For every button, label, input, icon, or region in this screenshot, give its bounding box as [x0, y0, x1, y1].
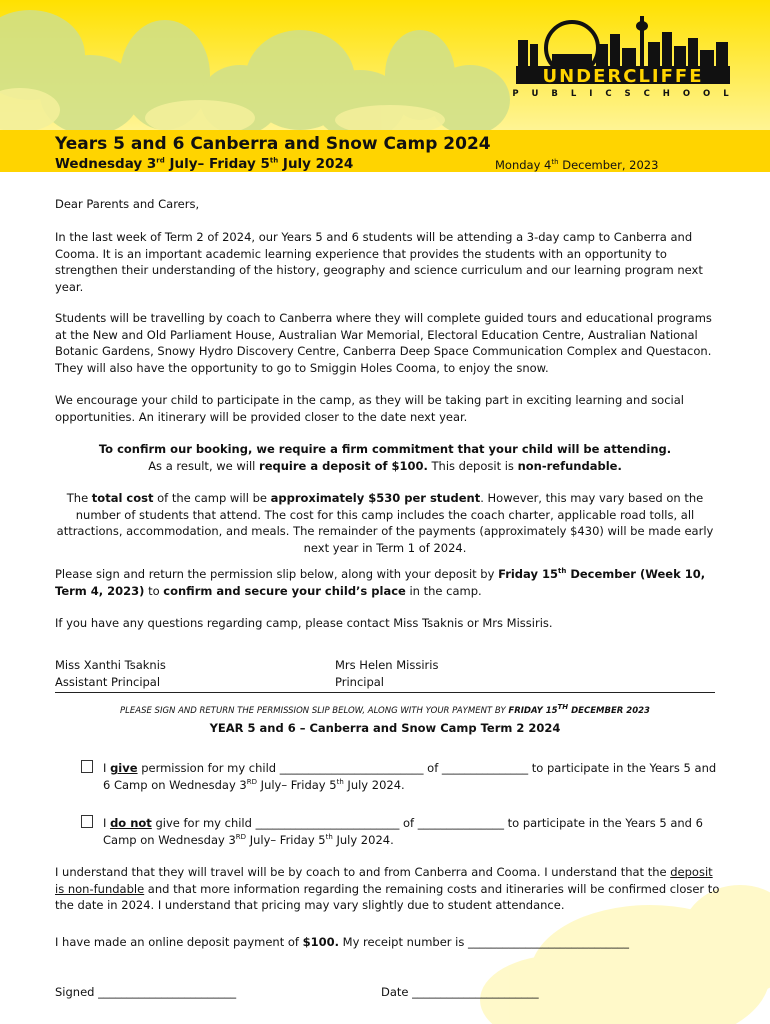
signatory-2 — [335, 657, 438, 690]
camp-dates: Wednesday 3rd July– Friday 5th July 2024 — [55, 156, 354, 172]
give-permission-checkbox[interactable] — [81, 760, 93, 773]
signed-field[interactable]: Signed ________________________ — [55, 985, 237, 999]
paragraph-intro: In the last week of Term 2 of 2024, our Years 5 and 6 students will be attending a 3-day camp to Canberra and Cooma. It is an important academic learning experience that provides the students with an opportunity to strengthen their understanding of the history, geography and science curriculum and our learning program next year. — [55, 230, 703, 294]
paragraph-return: Please sign and return the permission slip below, along with your deposit by Friday 15th December (Week 10, Term 4, 2023) to confirm and secure your child’s place in the camp. — [55, 567, 706, 598]
letter-date: Monday 4th December, 2023 — [495, 158, 659, 172]
signatory-1 — [55, 657, 166, 690]
slip-title: YEAR 5 and 6 – Canberra and Snow Camp Term 2 2024 — [209, 721, 561, 735]
deny-permission-checkbox[interactable] — [81, 815, 93, 828]
page-title: Years 5 and 6 Canberra and Snow Camp 2024 — [55, 134, 491, 154]
give-permission-text: I give permission for my child _________________________ of _______________ to participate in the Years 5 and 6 Camp on Wednesday 3RD July– Friday 5th July 2024. — [103, 761, 717, 792]
signatory-2-name: Mrs Helen Missiris — [335, 658, 439, 672]
receipt-number-field[interactable]: I have made an online deposit payment of $100. My receipt number is ____________________________ — [55, 935, 630, 949]
school-subtitle: P U B L I C S C H O O L — [512, 89, 734, 99]
signatory-1-role: Assistant Principal — [55, 674, 161, 689]
slip-instruction: PLEASE SIGN AND RETURN THE PERMISSION SLIP BELOW, ALONG WITH YOUR PAYMENT BY FRIDAY 15TH DECEMBER 2023 — [120, 703, 650, 716]
paragraph-questions: If you have any questions regarding camp, please contact Miss Tsaknis or Mrs Missiris. — [55, 616, 553, 630]
paragraph-itinerary: Students will be travelling by coach to Canberra where they will complete guided tours and educational programs at the New and Old Parliament House, Australian War Memorial, Electoral Education Centre, Australian National Botanic Gardens, Snowy Hydro Discovery Centre, Canberra Deep Space Communication Complex and Questacon. They will also have the opportunity to go to Smiggin Holes Cooma, to enjoy the snow. — [55, 311, 712, 375]
paragraph-cost: The total cost of the camp will be approximately $530 per student. However, this may vary based on the number of students that attend. The cost for this camp includes the coach charter, applicable road tolls, all attractions, accommodation, and meals. The remainder of the payments (approximately $430) will be made early next year in Term 1 of 2024. — [56, 491, 714, 555]
paragraph-encourage: We encourage your child to participate in the camp, as they will be taking part in exciting learning and social opportunities. An itinerary will be provided closer to the date next year. — [55, 393, 684, 424]
date-field[interactable]: Date ______________________ — [381, 985, 539, 999]
confirm-booking: To confirm our booking, we require a firm commitment that your child will be attending. — [98, 442, 672, 456]
school-name: UNDERCLIFFE — [542, 66, 704, 87]
signatory-1-name: Miss Xanthi Tsaknis — [55, 658, 166, 672]
deposit-line: As a result, we will require a deposit of $100. This deposit is non-refundable. — [148, 459, 622, 473]
cut-line — [55, 692, 715, 693]
salutation: Dear Parents and Carers, — [55, 197, 200, 211]
signatory-2-role: Principal — [335, 674, 385, 689]
parent-understanding: I understand that they will travel will be by coach to and from Canberra and Cooma. I understand that the deposit is non-fundable and that more information regarding the remaining costs and itineraries will be confirmed closer to the date in 2024. I understand that pricing may vary slightly due to student attendance. — [55, 865, 720, 912]
deny-permission-text: I do not give for my child _________________________ of _______________ to participate in the Years 5 and 6 Camp on Wednesday 3RD July– Friday 5th July 2024. — [103, 816, 703, 847]
